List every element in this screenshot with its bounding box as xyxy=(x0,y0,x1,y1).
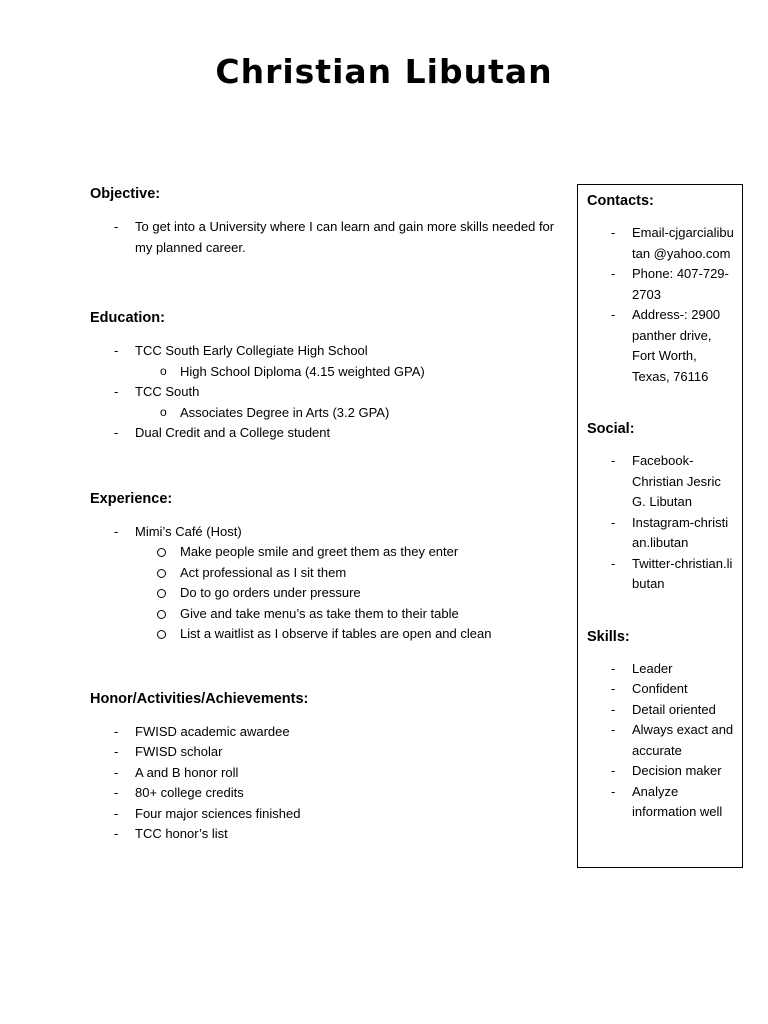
experience-duty: Act professional as I sit them xyxy=(135,563,568,584)
skill-item: - Decision maker xyxy=(587,761,734,782)
objective-heading: Objective: xyxy=(90,186,161,202)
social-list xyxy=(587,451,734,595)
education-item xyxy=(90,341,568,382)
social-heading: Social: xyxy=(587,421,635,437)
honors-item: - 80+ college credits xyxy=(90,783,568,804)
experience-section xyxy=(90,489,568,645)
social-twitter: - Twitter-christian.libutan xyxy=(587,554,734,595)
skills-heading: Skills: xyxy=(587,628,630,645)
honors-item: - TCC honor’s list xyxy=(90,824,568,845)
honors-list xyxy=(90,722,568,845)
sidebar-box xyxy=(577,184,743,868)
experience-duties-list xyxy=(135,542,568,645)
experience-heading: Experience: xyxy=(90,490,173,507)
education-heading: Education: xyxy=(90,310,165,326)
education-list xyxy=(90,341,568,444)
honors-item: - FWISD scholar xyxy=(90,742,568,763)
skill-item: - Confident xyxy=(587,679,734,700)
education-sub-item: o High School Diploma (4.15 weighted GPA) xyxy=(135,362,568,383)
contacts-heading: Contacts: xyxy=(587,193,654,209)
objective-item: - To get into a University where I can learn and gain more skills needed for my planned career. xyxy=(90,217,568,258)
experience-list xyxy=(90,522,568,645)
experience-duty: Do to go orders under pressure xyxy=(135,583,568,604)
education-item xyxy=(90,423,568,444)
skill-item: - Always exact and accurate xyxy=(587,720,734,761)
contact-phone: - Phone: 407-729-2703 xyxy=(587,264,734,305)
skill-item: - Leader xyxy=(587,659,734,680)
main-column xyxy=(90,184,568,845)
education-item xyxy=(90,382,568,423)
skill-item: - Analyze information well xyxy=(587,782,734,823)
honors-section xyxy=(90,689,568,845)
honors-item: - FWISD academic awardee xyxy=(90,722,568,743)
social-section xyxy=(587,419,734,595)
experience-item-text: Mimi’s Café (Host) xyxy=(135,523,242,539)
education-item-text: TCC South Early Collegiate High School xyxy=(135,343,368,358)
education-sub-item: o Associates Degree in Arts (3.2 GPA) xyxy=(135,403,568,424)
experience-duty: Make people smile and greet them as they enter xyxy=(135,542,568,563)
honors-item: - Four major sciences finished xyxy=(90,804,568,825)
education-sub-list xyxy=(135,403,568,424)
skill-item: - Detail oriented xyxy=(587,700,734,721)
honors-heading: Honor/Activities/Achievements: xyxy=(90,690,309,707)
social-instagram: - Instagram-christian.libutan xyxy=(587,513,734,554)
resume-name: Christian Libutan xyxy=(215,52,553,91)
contacts-list xyxy=(587,223,734,387)
honors-item: - A and B honor roll xyxy=(90,763,568,784)
experience-duty: Give and take menu’s as take them to their table xyxy=(135,604,568,625)
education-section xyxy=(90,308,568,444)
education-item-text: Dual Credit and a College student xyxy=(135,425,331,440)
social-facebook: - Facebook-Christian Jesric G. Libutan xyxy=(587,451,734,513)
skills-list xyxy=(587,659,734,823)
objective-section xyxy=(90,184,568,258)
contact-address: - Address-: 2900 panther drive, Fort Worth, Texas, 76116 xyxy=(587,305,734,387)
experience-duty: List a waitlist as I observe if tables are open and clean xyxy=(135,624,568,645)
objective-list xyxy=(90,217,568,258)
experience-item xyxy=(90,522,568,645)
contacts-section xyxy=(587,191,734,387)
education-sub-list xyxy=(135,362,568,383)
contact-email: - Email-cjgarcialibutan @yahoo.com xyxy=(587,223,734,264)
skills-section xyxy=(587,627,734,823)
education-item-text: TCC South xyxy=(135,384,200,399)
